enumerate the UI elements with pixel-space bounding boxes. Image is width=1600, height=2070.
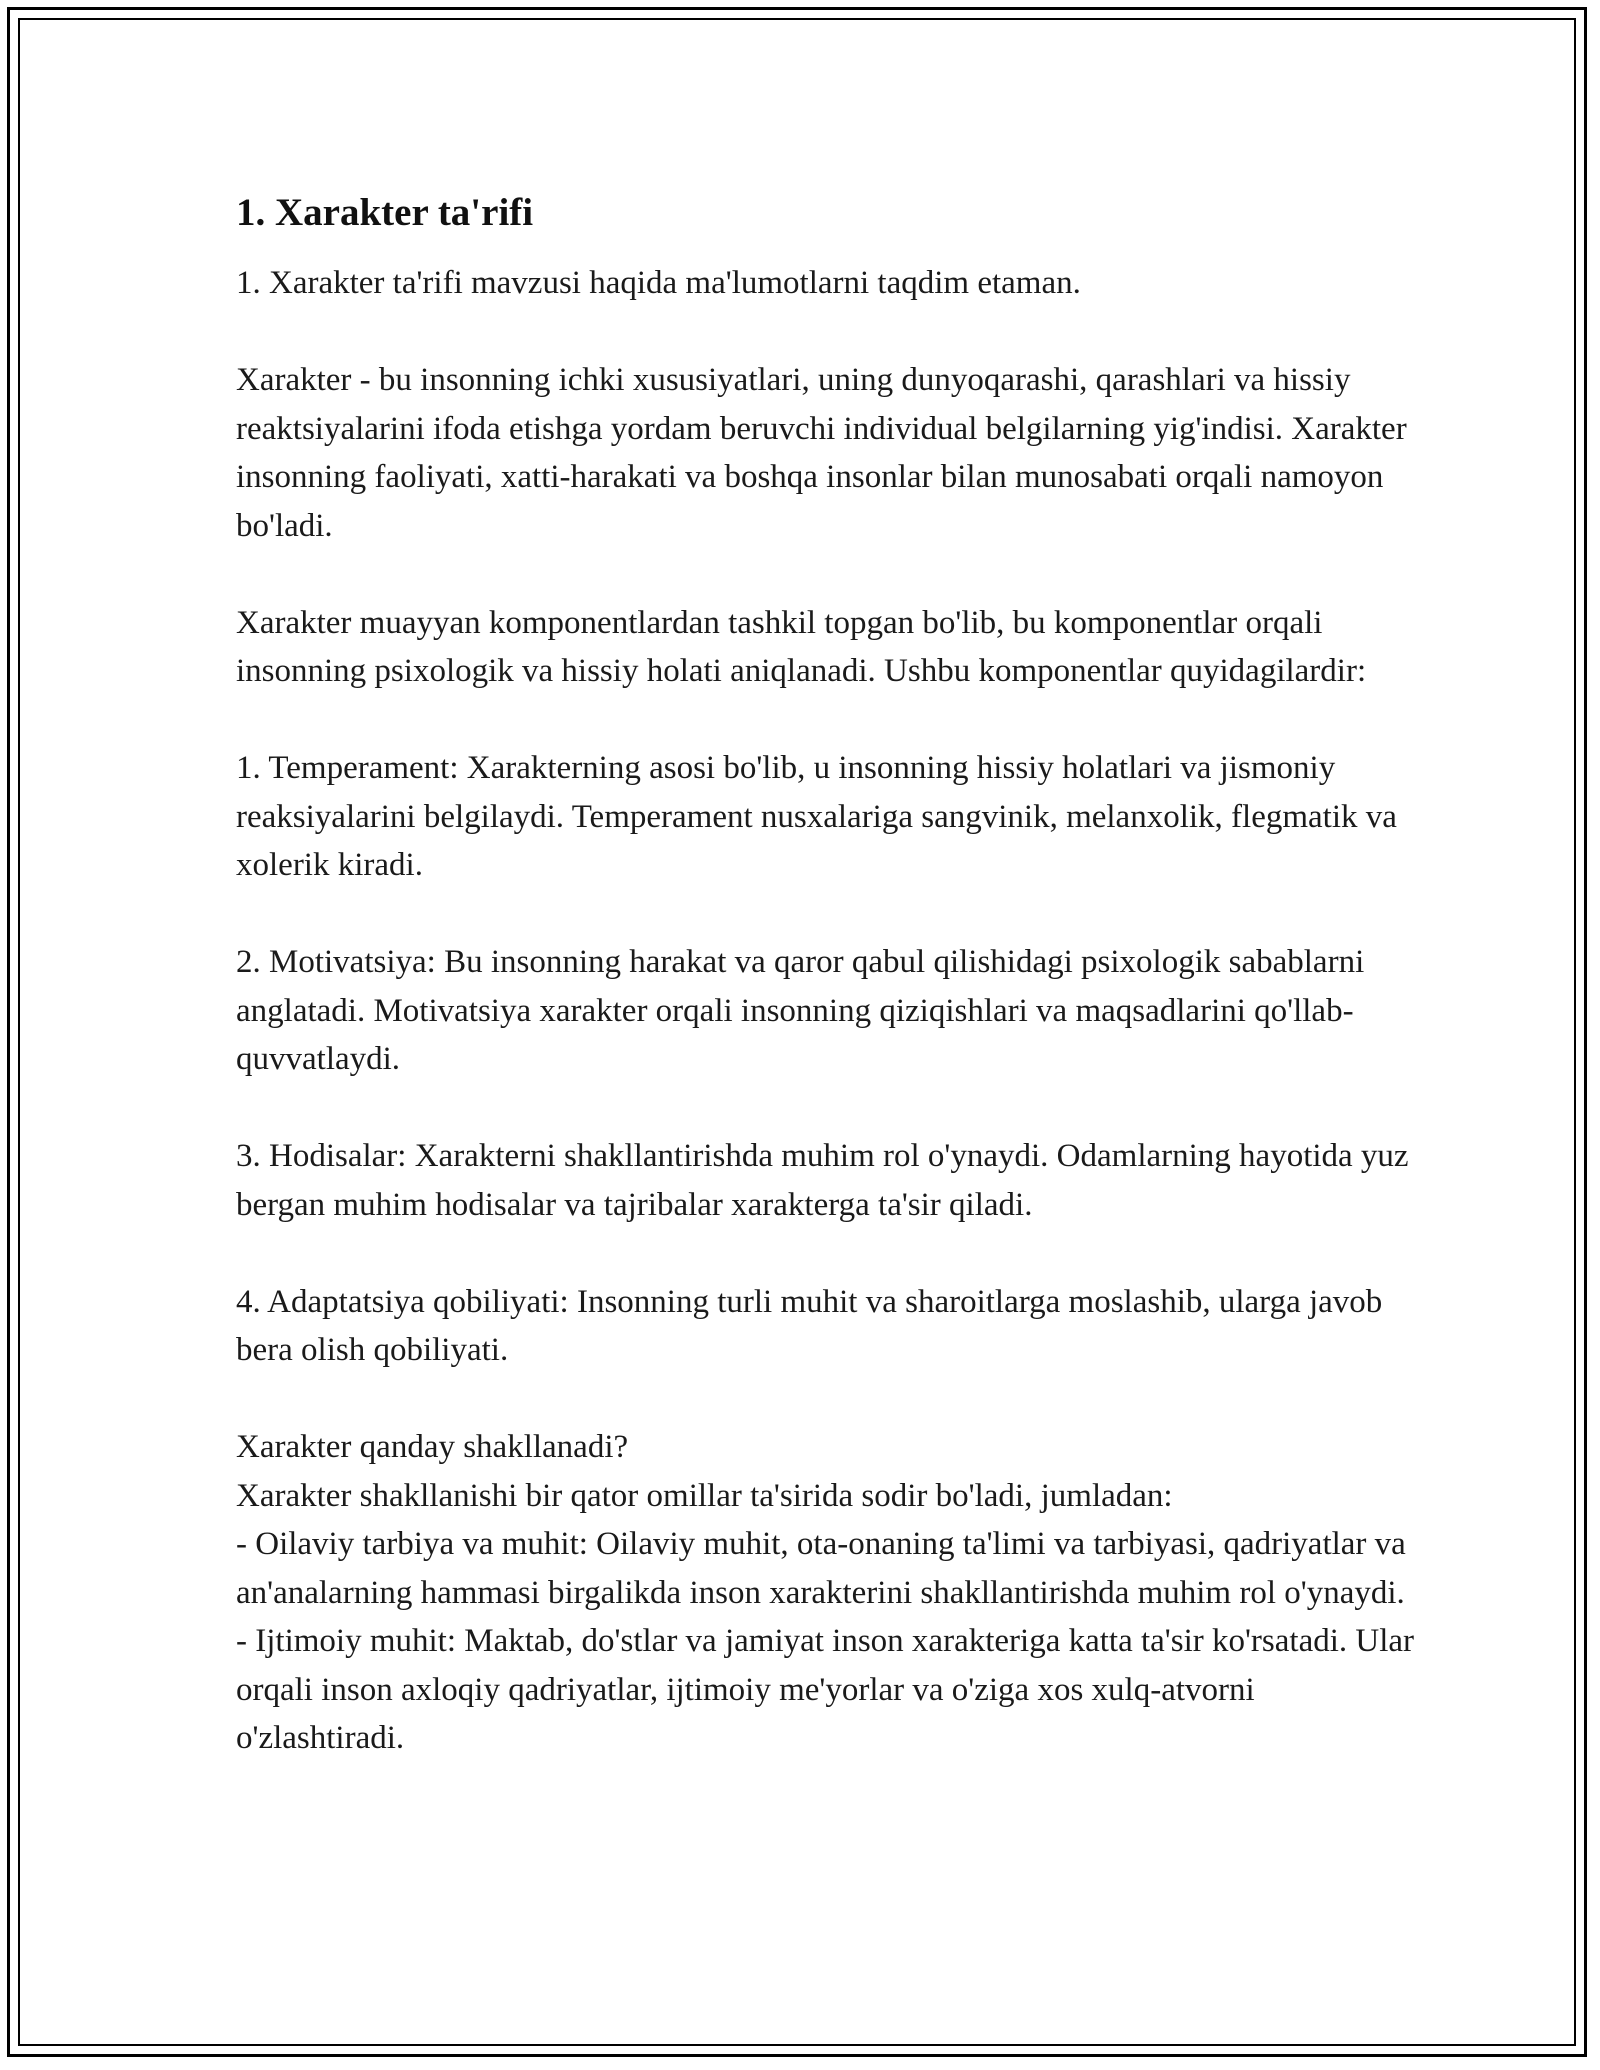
intro-paragraph: 1. Xarakter ta'rifi mavzusi haqida ma'lumotlarni taqdim etaman. [236,265,1081,301]
component-temperament: 1. Temperament: Xarakterning asosi bo'lib, u insonning hissiy holatlari va jismoniy reaksiyalarini belgilaydi. Temperament nusxalariga sangvinik, melanxolik, flegmatik va xolerik kiradi. [236,750,1397,883]
document-body [236,185,1416,1763]
component-adaptation: 4. Adaptatsiya qobiliyati: Insonning turli muhit va sharoitlarga moslashib, ularga javob bera olish qobiliyati. [236,1283,1383,1368]
components-paragraph: Xarakter muayyan komponentlardan tashkil topgan bo'lib, bu komponentlar orqali insonning psixologik va hissiy holati aniqlanadi. Ushbu komponentlar quyidagilardir: [236,604,1367,689]
document-title: 1. Xarakter ta'rifi [236,191,534,234]
formation-item-family: - Oilaviy tarbiya va muhit: Oilaviy muhit, ota-onaning ta'limi va tarbiyasi, qadriyatlar va an'analarning hammasi birgalikda inson xarakterini shakllantirishda muhim rol o'ynaydi. [236,1526,1406,1611]
formation-intro: Xarakter shakllanishi bir qator omillar ta'sirida sodir bo'ladi, jumladan: [236,1477,1173,1514]
formation-question: Xarakter qanday shakllanadi? [236,1429,629,1465]
formation-section [236,1423,1416,1763]
component-events: 3. Hodisalar: Xarakterni shakllantirishda muhim rol o'ynaydi. Odamlarning hayotida yuz bergan muhim hodisalar va tajribalar xarakterga ta'sir qiladi. [236,1138,1409,1223]
component-motivation: 2. Motivatsiya: Bu insonning harakat va qaror qabul qilishidagi psixologik sabablarni anglatadi. Motivatsiya xarakter orqali insonning qiziqishlari va maqsadlarini qo'llab-quvvatlaydi. [236,944,1365,1077]
definition-paragraph: Xarakter - bu insonning ichki xususiyatlari, uning dunyoqarashi, qarashlari va hissiy reaktsiyalarini ifoda etishga yordam beruvchi individual belgilarning yig'indisi. Xarakter insonning faoliyati, xatti-harakati va boshqa insonlar bilan munosabati orqali namoyon bo'ladi. [236,362,1407,544]
formation-item-social: - Ijtimoiy muhit: Maktab, do'stlar va jamiyat inson xarakteriga katta ta'sir ko'rsatadi. Ular orqali inson axloqiy qadriyatlar, ijtimoiy me'yorlar va o'ziga xos xulq-atvorni o'zlashtiradi. [236,1623,1415,1756]
